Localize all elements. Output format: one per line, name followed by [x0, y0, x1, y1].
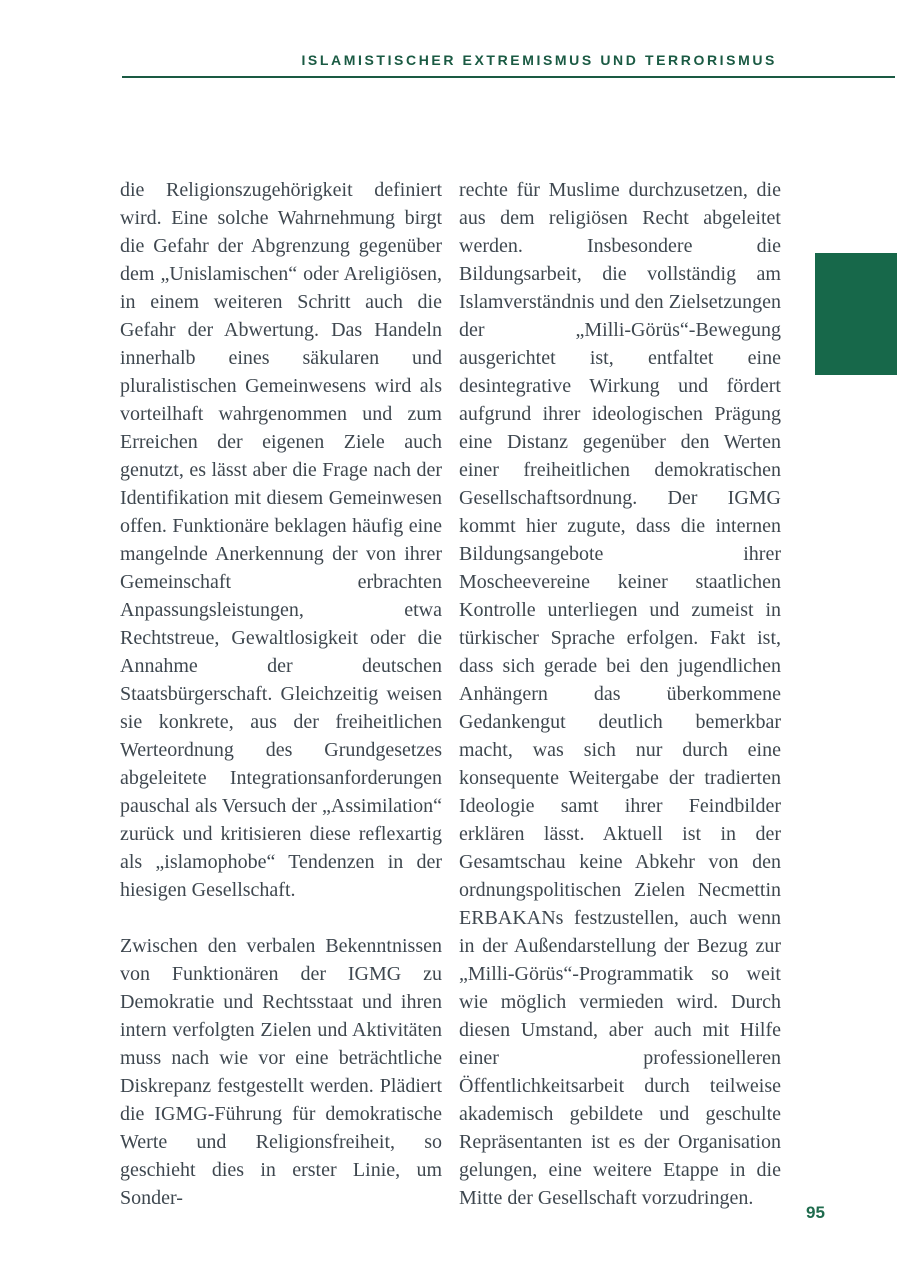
- page-header-title: ISLAMISTISCHER EXTREMISMUS UND TERRORISMUS: [301, 52, 777, 68]
- body-paragraph: die Religionszugehörigkeit definiert wird. Eine solche Wahrnehmung birgt die Gefahr der Abgrenzung gegenüber dem „Unislamischen“ oder Areligiösen, in einem weiteren Schritt auch die Gefahr der Abwertung. Das Handeln innerhalb eines säkularen und pluralistischen Gemeinwesens wird als vorteilhaft wahrgenommen und zum Erreichen der eigenen Ziele auch genutzt, es lässt aber die Frage nach der Identifikation mit diesem Gemeinwesen offen. Funktionäre beklagen häufig eine mangelnde Anerkennung der von ihrer Gemeinschaft erbrachten Anpassungsleistungen, etwa Rechtstreue, Gewaltlosigkeit oder die Annahme der deutschen Staatsbürgerschaft. Gleichzeitig weisen sie konkrete, aus der freiheitlichen Werteordnung des Grundgesetzes abgeleitete Integrationsanforderungen pauschal als Versuch der „Assimilation“ zurück und kritisieren diese reflexartig als „islamophobe“ Tendenzen in der hiesigen Gesellschaft.: [120, 179, 442, 901]
- header-rule: [122, 76, 895, 78]
- chapter-thumb-tab: [815, 253, 897, 375]
- body-paragraph: rechte für Muslime durchzusetzen, die aus dem religiösen Recht abgeleitet werden. Insbesondere die Bildungsarbeit, die vollständig am Islamverständnis und den Zielsetzungen der „Milli-Görüs“-Bewegung ausgerichtet ist, entfaltet eine desintegrative Wirkung und fördert aufgrund ihrer ideologischen Prägung eine Distanz gegenüber den Werten einer freiheitlichen demokratischen Gesellschaftsordnung. Der IGMG kommt hier zugute, dass die internen Bildungsangebote ihrer Moscheevereine keiner staatlichen Kontrolle unterliegen und zumeist in türkischer Sprache erfolgen. Fakt ist, dass sich gerade bei den jugendlichen Anhängern das überkommene Gedankengut deutlich bemerkbar macht, was sich nur durch eine konsequente Weitergabe der tradierten Ideologie samt ihrer Feindbilder erklären lässt. Aktuell ist in der Gesamtschau keine Abkehr von den ordnungspolitischen Zielen Necmettin ERBAKANs festzustellen, auch wenn in der Außendarstellung der Bezug zur „Milli-Görüs“-Programmatik so weit wie möglich vermieden wird. Durch diesen Umstand, aber auch mit Hilfe einer professionelleren Öffentlichkeitsarbeit durch teilweise akademisch gebildete und geschulte Repräsentanten ist es der Organisation gelungen, eine weitere Etappe in die Mitte der Gesellschaft vorzudringen.: [459, 179, 781, 1209]
- body-paragraph: Zwischen den verbalen Bekenntnissen von Funktionären der IGMG zu Demokratie und Rechtsstaat und ihren intern verfolgten Zielen und Aktivitäten muss nach wie vor eine beträchtliche Diskrepanz festgestellt werden. Plädiert die IGMG-Führung für demokratische Werte und Religionsfreiheit, so geschieht dies in erster Linie, um Sonder-: [120, 935, 442, 1209]
- left-text-column: [120, 176, 442, 1212]
- right-text-column: [459, 176, 781, 1212]
- page-number: 95: [806, 1203, 825, 1222]
